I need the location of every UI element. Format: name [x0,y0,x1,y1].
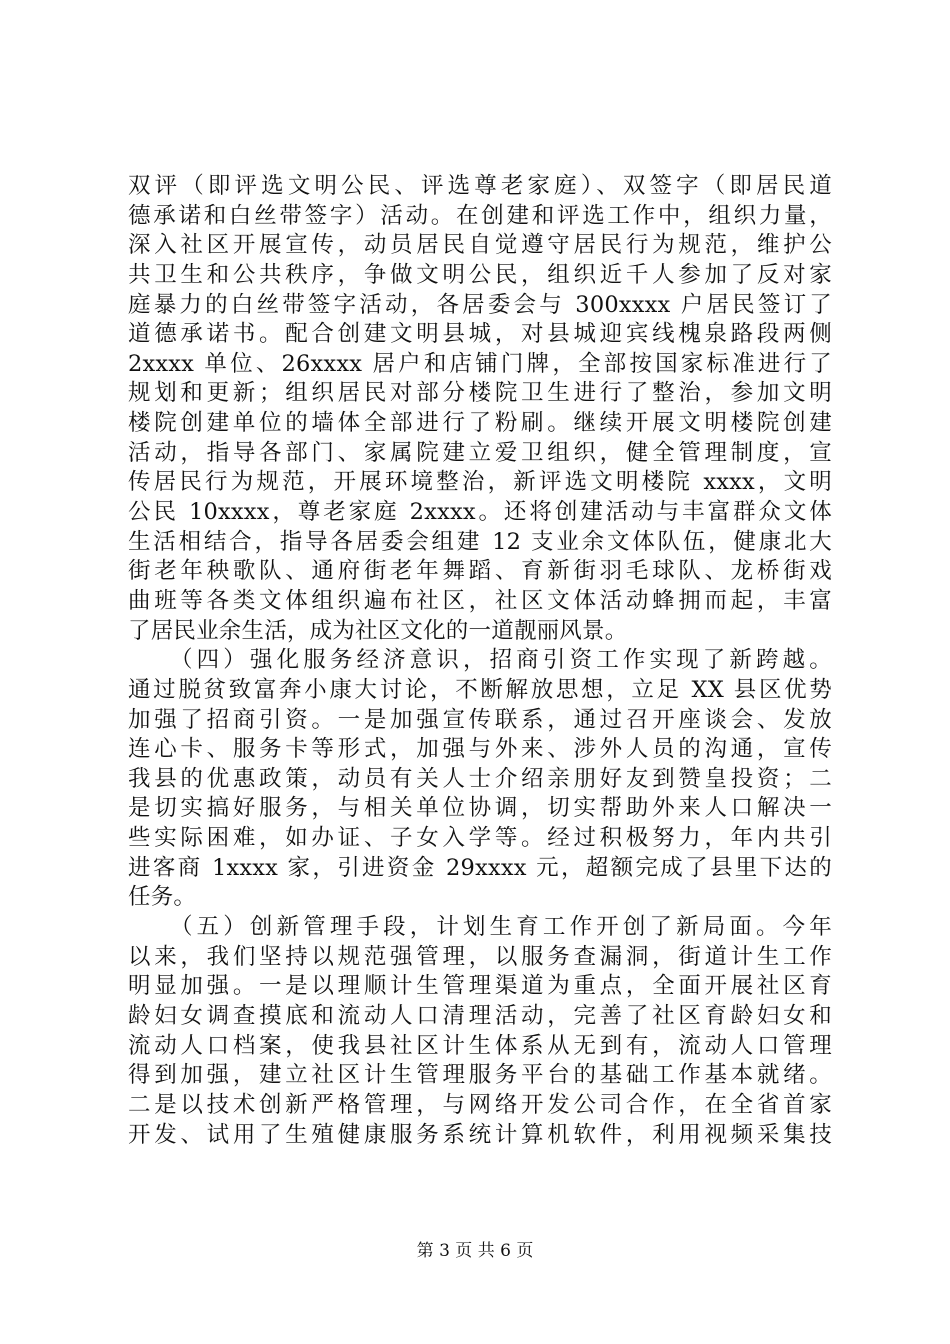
text-line: 开发、试用了生殖健康服务系统计算机软件，利用视频采集技 [128,1121,832,1148]
text-line: 德承诺和白丝带签字）活动。在创建和评选工作中，组织力量， [128,202,832,229]
text-line: 连心卡、服务卡等形式，加强与外来、涉外人员的沟通，宣传 [128,736,832,763]
text-line: 楼院创建单位的墙体全部进行了粉刷。继续开展文明楼院创建 [128,410,832,437]
text-line: 以来，我们坚持以规范强管理，以服务查漏洞，街道计生工作 [128,943,832,970]
text-line: 加强了招商引资。一是加强宣传联系，通过召开座谈会、发放 [128,706,832,733]
text-line: 通过脱贫致富奔小康大讨论，不断解放思想，立足 XX 县区优势 [128,676,832,703]
text-line: 了居民业余生活，成为社区文化的一道靓丽风景。 [128,617,628,644]
text-line: 传居民行为规范，开展环境整治，新评选文明楼院 xxxx，文明 [128,469,832,496]
text-line: 公民 10xxxx，尊老家庭 2xxxx。还将创建活动与丰富群众文体 [128,499,832,526]
text-line: 进客商 1xxxx 家，引进资金 29xxxx 元，超额完成了县里下达的 [128,854,832,881]
text-line: 深入社区开展宣传，动员居民自觉遵守居民行为规范，维护公 [128,232,832,259]
text-line: 流动人口档案，使我县社区计生体系从无到有，流动人口管理 [128,1032,832,1059]
text-line: 曲班等各类文体组织遍布社区，社区文体活动蜂拥而起，丰富 [128,587,832,614]
text-line: 得到加强，建立社区计生管理服务平台的基础工作基本就绪。 [128,1062,832,1089]
text-line: 明显加强。一是以理顺计生管理渠道为重点，全面开展社区育 [128,973,832,1000]
text-line: 二是以技术创新严格管理，与网络开发公司合作，在全省首家 [128,1091,832,1118]
text-line: 共卫生和公共秩序，争做文明公民，组织近千人参加了反对家 [128,261,832,288]
text-line: 些实际困难，如办证、子女入学等。经过积极努力，年内共引 [128,825,832,852]
text-line: 街老年秧歌队、通府街老年舞蹈、育新街羽毛球队、龙桥街戏 [128,558,832,585]
text-line: 我县的优惠政策，动员有关人士介绍亲朋好友到赞皇投资；二 [128,765,832,792]
text-line: 2xxxx 单位、26xxxx 居户和店铺门牌，全部按国家标准进行了 [128,350,832,377]
text-line: 道德承诺书。配合创建文明县城，对县城迎宾线槐泉路段两侧 [128,321,832,348]
text-line: 规划和更新；组织居民对部分楼院卫生进行了整治，参加文明 [128,380,832,407]
text-line: 是切实搞好服务，与相关单位协调，切实帮助外来人口解决一 [128,795,832,822]
section-heading-line: （五）创新管理手段，计划生育工作开创了新局面。今年 [128,914,832,941]
text-line: 生活相结合，指导各居委会组建 12 支业余文体队伍，健康北大 [128,528,832,555]
section-heading-line: （四）强化服务经济意识，招商引资工作实现了新跨越。 [128,647,832,674]
text-line: 任务。 [128,884,197,911]
text-line: 双评（即评选文明公民、评选尊老家庭）、双签字（即居民道 [128,173,832,199]
text-line: 活动，指导各部门、家属院建立爱卫组织，健全管理制度，宣 [128,439,832,466]
text-line: 庭暴力的白丝带签字活动，各居委会与 300xxxx 户居民签订了 [128,291,832,318]
text-line: 龄妇女调查摸底和流动人口清理活动，完善了社区育龄妇女和 [128,1002,832,1029]
document-body [128,172,832,1150]
page-number-footer: 第 3 页 共 6 页 [416,1241,534,1261]
